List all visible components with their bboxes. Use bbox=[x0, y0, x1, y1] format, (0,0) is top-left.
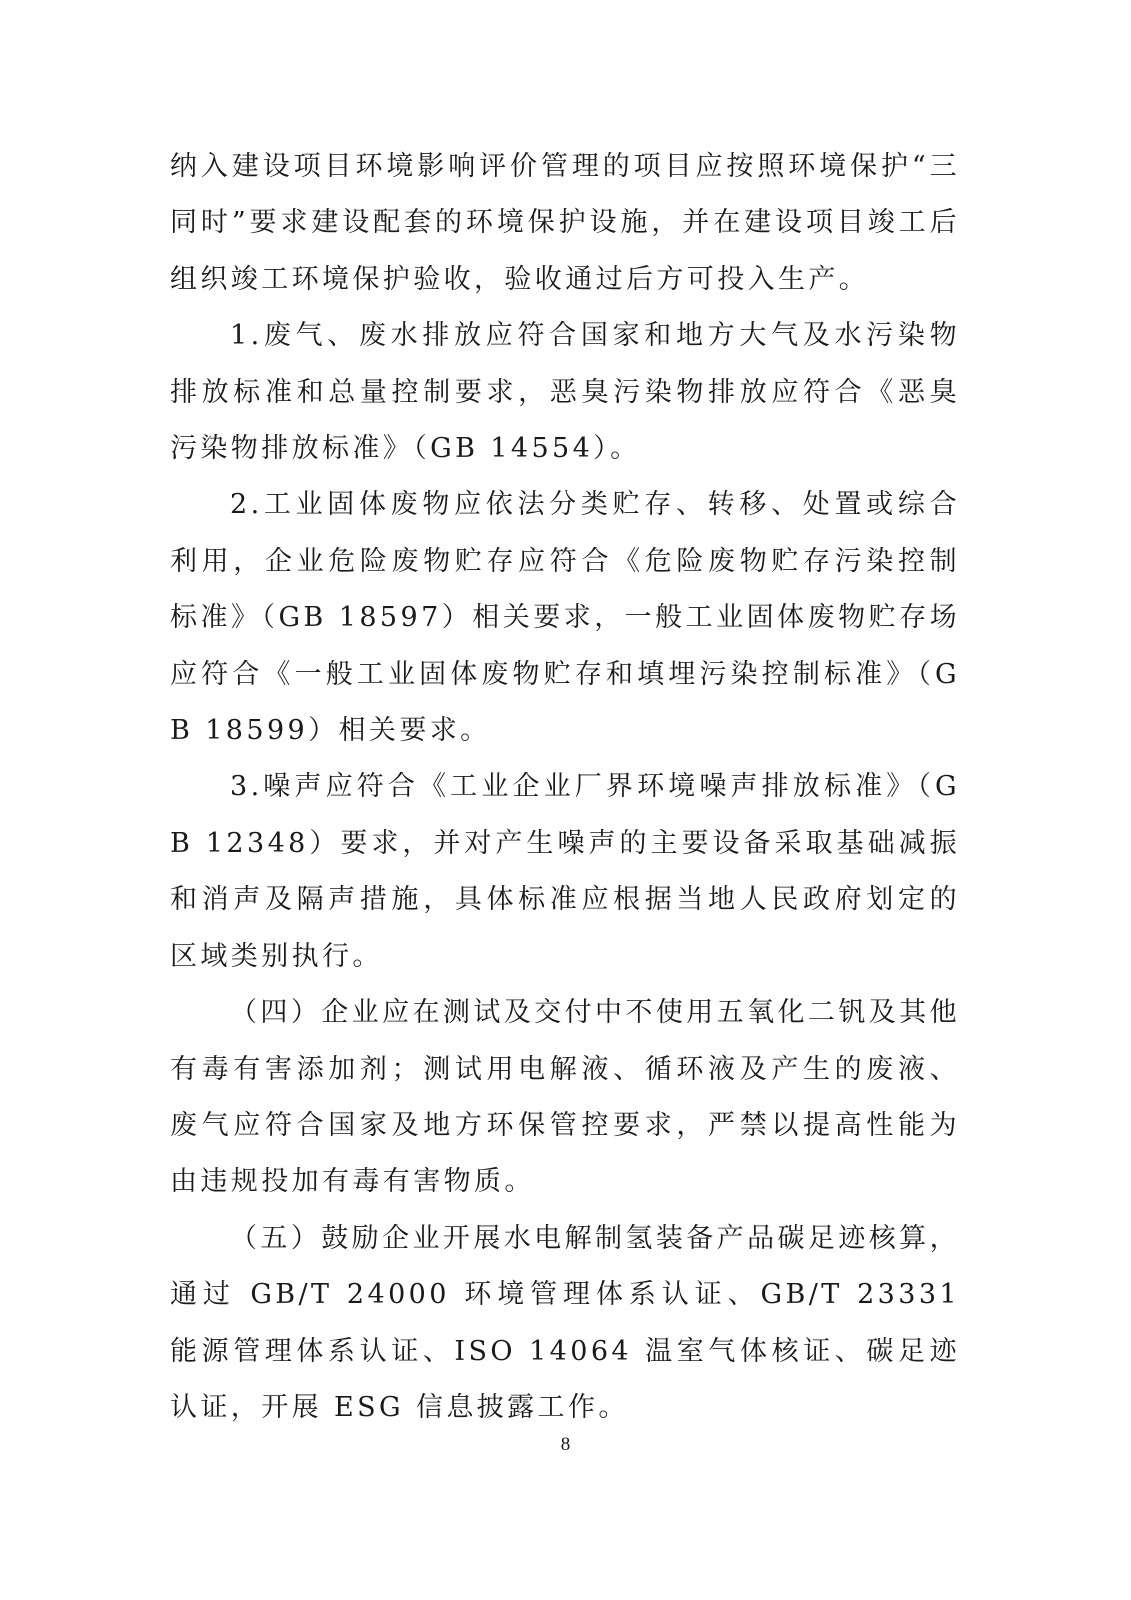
paragraph-section-four: （四）企业应在测试及交付中不使用五氧化二钒及其他有毒有害添加剂；测试用电解液、循环液及产生的废液、废气应符合国家及地方环保管控要求，严禁以提高性能为由违规投加有毒有害物质。 bbox=[170, 997, 960, 1198]
paragraph-section-five: （五）鼓励企业开展水电解制氢装备产品碳足迹核算，通过 GB/T 24000 环境管理体系认证、GB/T 23331 能源管理体系认证、ISO 14064 温室气体核证、碳足迹认证，开展 ESG 信息披露工作。 bbox=[170, 1222, 960, 1423]
paragraph-solid-waste: 2.工业固体废物应依法分类贮存、转移、处置或综合利用，企业危险废物贮存应符合《危险废物贮存污染控制标准》（GB 18597）相关要求，一般工业固体废物贮存场应符合《一般工业固体废物贮存和填埋污染控制标准》（GB 18599）相关要求。 bbox=[170, 489, 960, 747]
paragraph-noise: 3.噪声应符合《工业企业厂界环境噪声排放标准》（GB 12348）要求，并对产生噪声的主要设备采取基础减振和消声及隔声措施，具体标准应根据当地人民政府划定的区域类别执行。 bbox=[170, 771, 960, 972]
document-body bbox=[170, 139, 960, 1436]
page-number: 8 bbox=[560, 1434, 571, 1455]
paragraph-continuation: 纳入建设项目环境影响评价管理的项目应按照环境保护“三同时”要求建设配套的环境保护设施，并在建设项目竣工后组织竣工环境保护验收，验收通过后方可投入生产。 bbox=[170, 151, 960, 295]
paragraph-exhaust-wastewater: 1.废气、废水排放应符合国家和地方大气及水污染物排放标准和总量控制要求，恶臭污染物排放应符合《恶臭污染物排放标准》（GB 14554）。 bbox=[170, 320, 960, 465]
